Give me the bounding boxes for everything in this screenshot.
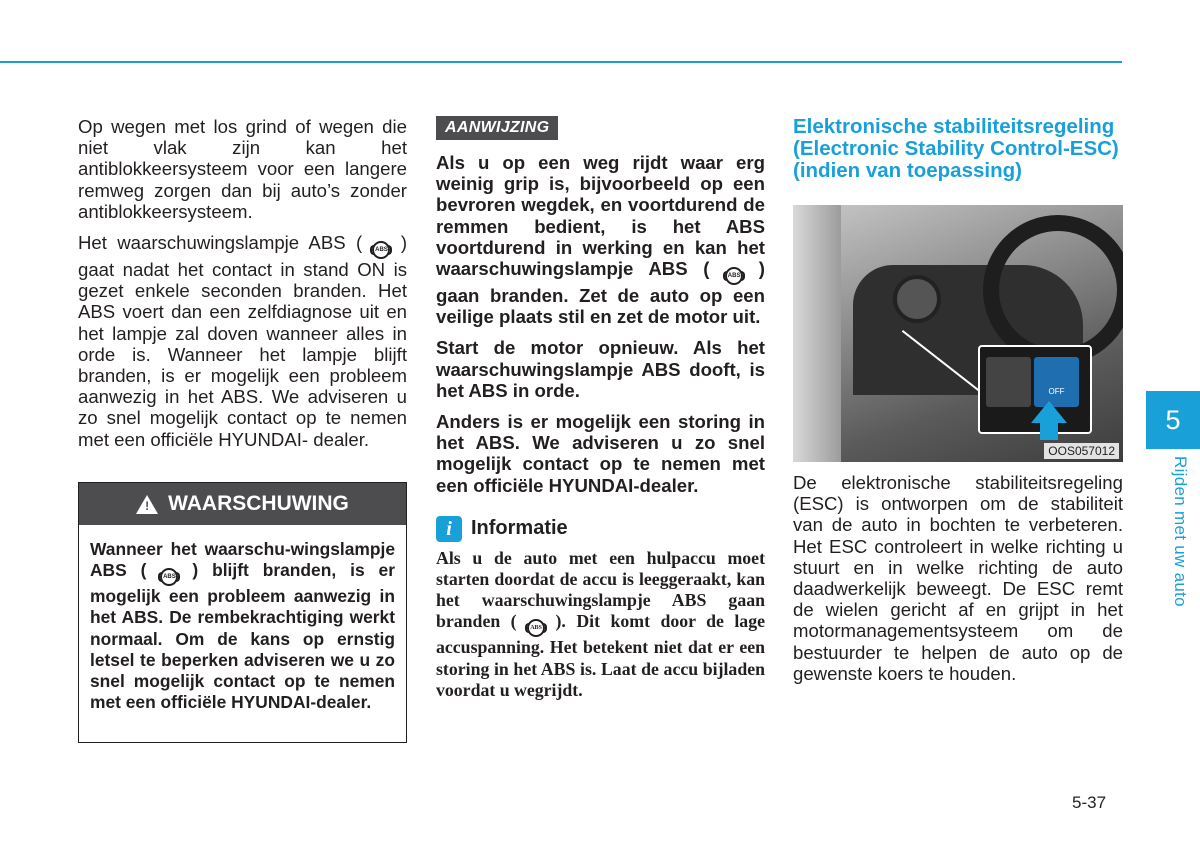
info-header <box>436 516 765 542</box>
warning-text <box>79 525 406 713</box>
header-rule <box>0 61 1122 63</box>
chapter-tab: 5 <box>1146 391 1200 449</box>
warning-title: WAARSCHUWING <box>168 492 349 515</box>
warning-text-part2: ) blijft branden, is er mogelijk een probleem aanwezig in het ABS. De rembekrachtiging werkt normaal. Om de kans op ernstig letsel te beperken adviseren we u zo snel mogelijk contact op te nemen met een officiële HYUNDAI-dealer. <box>90 560 395 713</box>
paragraph-gravel-roads: Op wegen met los grind of wegen die niet vlak zijn kan het antiblokkeersysteem voor een langere remweg zorgen dan bij auto’s zonder antiblokkeersysteem. <box>78 116 407 222</box>
image-code: OOS057012 <box>1044 443 1119 459</box>
esc-button-photo <box>793 205 1123 462</box>
steering-wheel <box>983 215 1123 365</box>
chapter-title: Rijden met uw auto <box>1171 456 1190 607</box>
info-icon: i <box>436 516 462 542</box>
page-number: 5-37 <box>1072 793 1107 812</box>
esc-off-icon: OFF <box>1034 357 1079 407</box>
note-label: AANWIJZING <box>436 116 558 140</box>
note-paragraph-1 <box>436 152 765 327</box>
esc-section-title: Elektronische stabiliteitsregeling (Electronic Stability Control-ESC) (indien van toepassing) <box>793 115 1119 182</box>
info-title: Informatie <box>471 517 568 540</box>
abs-warning-icon: ABS <box>725 267 743 285</box>
arrow-up-icon <box>1031 401 1067 423</box>
paragraph-abs-lamp-part2: ) gaat nadat het contact in stand ON is gezet enkele seconden branden. Het ABS voert dan een zelfdiagnose uit en het lampje zal doven wanneer alles in orde is. Wanneer het lampje blijft branden, is er mogelijk een probleem aanwezig in het ABS. We adviseren u zo snel mogelijk contact op te nemen met een officiële HYUNDAI- dealer. <box>78 232 408 450</box>
note-paragraph-3: Anders is er mogelijk een storing in het ABS. We adviseren u zo snel mogelijk contact op te nemen met een officiële HYUNDAI-dealer. <box>436 411 765 496</box>
warning-box <box>78 482 407 743</box>
info-text-part1: Als u de auto met een hulpaccu moet starten doordat de accu is leeggeraakt, kan het waarschuwingslampje ABS gaan branden ( <box>436 547 765 632</box>
paragraph-abs-lamp <box>78 232 407 450</box>
abs-warning-icon: ABS <box>527 619 545 637</box>
middle-column <box>436 116 765 711</box>
warning-text-part1: Wanneer het waarschu-wingslampje ABS ( <box>90 539 395 581</box>
warning-triangle-icon: ! <box>136 495 158 514</box>
right-column <box>793 116 1123 694</box>
note-paragraph-2: Start de motor opnieuw. Als het waarschuwingslampje ABS dooft, is het ABS in orde. <box>436 337 765 401</box>
esc-description: De elektronische stabiliteitsregeling (ESC) is ontworpen om de stabiliteit van de auto in bochten te verbeteren. Het ESC controleert in welke richting u stuurt en in welke richting de auto daadwerkelijk beweegt. De ESC remt de wielen gericht af en grijpt in het motormanagementsysteem om de bestuurder te helpen de auto op de gewenste koers te houden. <box>793 472 1123 684</box>
abs-warning-icon: ABS <box>372 241 390 259</box>
paragraph-abs-lamp-part1: Het waarschuwingslampje ABS ( <box>78 232 363 254</box>
info-text-part2: ). Dit komt door de lage accuspanning. Het betekent niet dat er een storing in het ABS is. Laat de accu bijladen voordat u wegrijdt. <box>436 611 765 700</box>
warning-header <box>79 483 406 525</box>
note-paragraph-1-part1: Als u op een weg rijdt waar erg weinig grip is, bijvoorbeeld op een bevroren wegdek, en voortdurend de remmen bedient, is het ABS voortdurend in werking en kan het waarschuwingslampje ABS ( <box>436 152 765 280</box>
info-text <box>436 548 765 701</box>
left-column <box>78 116 407 460</box>
note-paragraph-1-part2: ) gaan branden. Zet de auto op een veilige plaats stil en zet de motor uit. <box>436 258 765 328</box>
abs-warning-icon: ABS <box>160 568 178 586</box>
